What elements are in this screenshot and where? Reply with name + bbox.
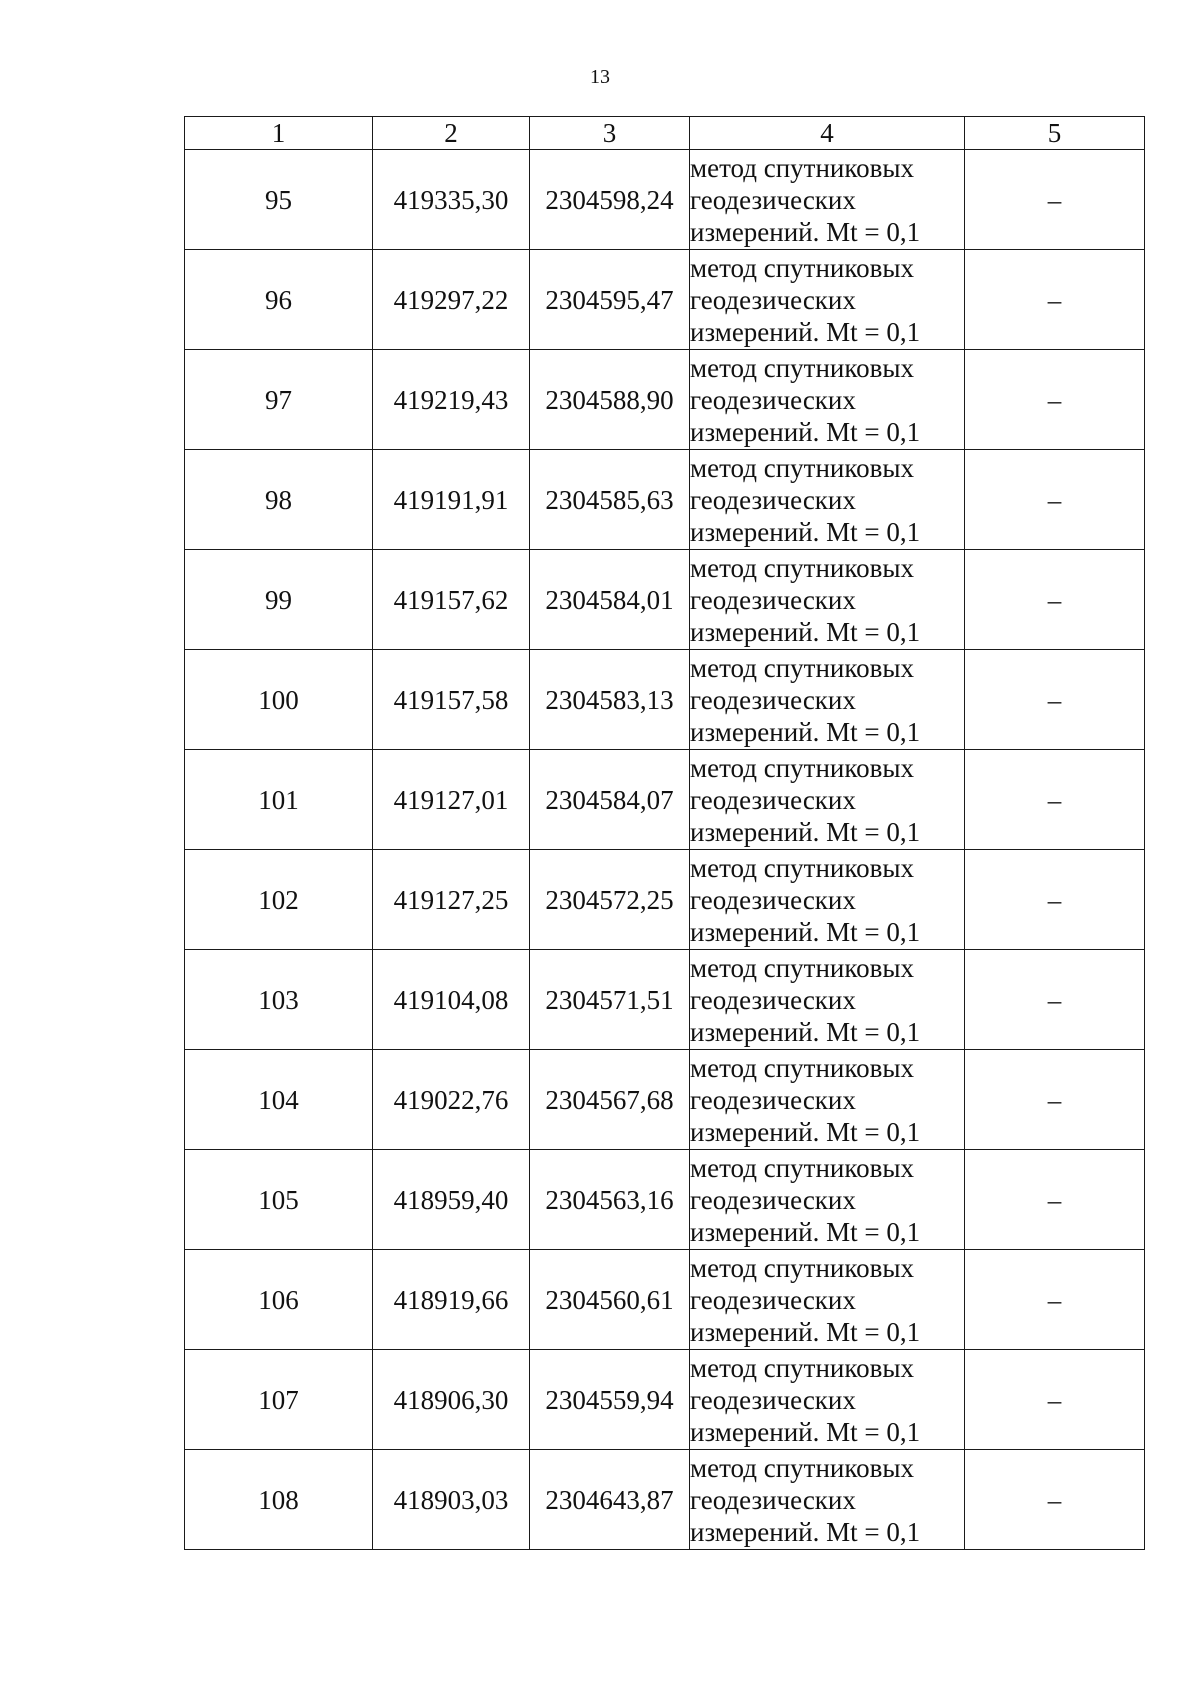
method-text-line: измерений. Mt = 0,1: [690, 716, 921, 747]
table-row: [185, 1250, 1145, 1350]
method-text-line: метод спутниковых: [690, 252, 914, 283]
point-number-cell: 95: [185, 150, 373, 250]
point-number-cell: 101: [185, 750, 373, 850]
description-cell: –: [965, 1250, 1145, 1350]
method-cell: [690, 450, 965, 550]
method-cell: [690, 1450, 965, 1550]
method-text-line: измерений. Mt = 0,1: [690, 816, 921, 847]
point-number-cell: 100: [185, 650, 373, 750]
x-coordinate-cell: 419219,43: [373, 350, 530, 450]
y-coordinate-cell: 2304643,87: [530, 1450, 690, 1550]
method-text-line: геодезических: [690, 484, 856, 515]
description-cell: –: [965, 650, 1145, 750]
point-number-cell: 104: [185, 1050, 373, 1150]
x-coordinate-cell: 419022,76: [373, 1050, 530, 1150]
description-cell: –: [965, 350, 1145, 450]
method-text-line: метод спутниковых: [690, 1252, 914, 1283]
method-text-line: метод спутниковых: [690, 352, 914, 383]
method-text-line: геодезических: [690, 784, 856, 815]
header-cell-4: 4: [690, 117, 965, 150]
y-coordinate-cell: 2304598,24: [530, 150, 690, 250]
method-text-line: измерений. Mt = 0,1: [690, 916, 921, 947]
y-coordinate-cell: 2304588,90: [530, 350, 690, 450]
method-text-line: геодезических: [690, 184, 856, 215]
header-cell-2: 2: [373, 117, 530, 150]
description-cell: –: [965, 450, 1145, 550]
point-number-cell: 106: [185, 1250, 373, 1350]
table-row: [185, 750, 1145, 850]
method-text-line: геодезических: [690, 1184, 856, 1215]
method-text-line: метод спутниковых: [690, 1352, 914, 1383]
method-text-line: метод спутниковых: [690, 1152, 914, 1183]
y-coordinate-cell: 2304572,25: [530, 850, 690, 950]
header-cell-5: 5: [965, 117, 1145, 150]
method-text-line: метод спутниковых: [690, 552, 914, 583]
table-row: [185, 450, 1145, 550]
y-coordinate-cell: 2304584,07: [530, 750, 690, 850]
point-number-cell: 96: [185, 250, 373, 350]
point-number-cell: 98: [185, 450, 373, 550]
header-row: [185, 117, 1145, 150]
table-row: [185, 1350, 1145, 1450]
method-text-line: измерений. Mt = 0,1: [690, 1116, 921, 1147]
header-cell-3: 3: [530, 117, 690, 150]
x-coordinate-cell: 419297,22: [373, 250, 530, 350]
description-cell: –: [965, 550, 1145, 650]
method-text-line: измерений. Mt = 0,1: [690, 616, 921, 647]
method-text-line: геодезических: [690, 1284, 856, 1315]
x-coordinate-cell: 418903,03: [373, 1450, 530, 1550]
table-row: [185, 150, 1145, 250]
point-number-cell: 103: [185, 950, 373, 1050]
method-text-line: метод спутниковых: [690, 852, 914, 883]
method-text-line: геодезических: [690, 684, 856, 715]
method-text-line: метод спутниковых: [690, 952, 914, 983]
y-coordinate-cell: 2304595,47: [530, 250, 690, 350]
y-coordinate-cell: 2304583,13: [530, 650, 690, 750]
point-number-cell: 97: [185, 350, 373, 450]
header-cell-1: 1: [185, 117, 373, 150]
method-text-line: геодезических: [690, 384, 856, 415]
method-cell: [690, 750, 965, 850]
table-row: [185, 950, 1145, 1050]
method-cell: [690, 250, 965, 350]
table-row: [185, 550, 1145, 650]
method-text-line: измерений. Mt = 0,1: [690, 416, 921, 447]
table-row: [185, 1450, 1145, 1550]
table-row: [185, 650, 1145, 750]
method-cell: [690, 1050, 965, 1150]
x-coordinate-cell: 419127,01: [373, 750, 530, 850]
x-coordinate-cell: 419191,91: [373, 450, 530, 550]
method-text-line: измерений. Mt = 0,1: [690, 216, 921, 247]
method-text-line: геодезических: [690, 1484, 856, 1515]
x-coordinate-cell: 419104,08: [373, 950, 530, 1050]
point-number-cell: 105: [185, 1150, 373, 1250]
table-row: [185, 350, 1145, 450]
method-text-line: метод спутниковых: [690, 652, 914, 683]
method-text-line: геодезических: [690, 984, 856, 1015]
method-cell: [690, 1350, 965, 1450]
x-coordinate-cell: 419335,30: [373, 150, 530, 250]
x-coordinate-cell: 419157,62: [373, 550, 530, 650]
description-cell: –: [965, 750, 1145, 850]
table-row: [185, 1150, 1145, 1250]
point-number-cell: 99: [185, 550, 373, 650]
description-cell: –: [965, 850, 1145, 950]
description-cell: –: [965, 250, 1145, 350]
point-number-cell: 102: [185, 850, 373, 950]
method-text-line: измерений. Mt = 0,1: [690, 316, 921, 347]
y-coordinate-cell: 2304560,61: [530, 1250, 690, 1350]
method-text-line: измерений. Mt = 0,1: [690, 1416, 921, 1447]
method-cell: [690, 850, 965, 950]
method-text-line: измерений. Mt = 0,1: [690, 1316, 921, 1347]
method-text-line: измерений. Mt = 0,1: [690, 1016, 921, 1047]
method-cell: [690, 150, 965, 250]
method-text-line: геодезических: [690, 284, 856, 315]
point-number-cell: 108: [185, 1450, 373, 1550]
method-cell: [690, 550, 965, 650]
method-text-line: геодезических: [690, 1384, 856, 1415]
x-coordinate-cell: 419127,25: [373, 850, 530, 950]
x-coordinate-cell: 418919,66: [373, 1250, 530, 1350]
method-cell: [690, 950, 965, 1050]
method-cell: [690, 1150, 965, 1250]
description-cell: –: [965, 1150, 1145, 1250]
coordinates-table: [184, 116, 1145, 1550]
method-cell: [690, 1250, 965, 1350]
table-body: [185, 150, 1145, 1550]
method-text-line: метод спутниковых: [690, 152, 914, 183]
method-text-line: метод спутниковых: [690, 1452, 914, 1483]
table-row: [185, 250, 1145, 350]
method-text-line: геодезических: [690, 884, 856, 915]
point-number-cell: 107: [185, 1350, 373, 1450]
y-coordinate-cell: 2304585,63: [530, 450, 690, 550]
method-text-line: измерений. Mt = 0,1: [690, 1516, 921, 1547]
method-text-line: измерений. Mt = 0,1: [690, 1216, 921, 1247]
y-coordinate-cell: 2304559,94: [530, 1350, 690, 1450]
description-cell: –: [965, 950, 1145, 1050]
page-number: 13: [590, 66, 610, 88]
method-text-line: геодезических: [690, 1084, 856, 1115]
table-row: [185, 850, 1145, 950]
method-text-line: измерений. Mt = 0,1: [690, 516, 921, 547]
y-coordinate-cell: 2304584,01: [530, 550, 690, 650]
x-coordinate-cell: 418906,30: [373, 1350, 530, 1450]
description-cell: –: [965, 1350, 1145, 1450]
method-text-line: метод спутниковых: [690, 752, 914, 783]
description-cell: –: [965, 1450, 1145, 1550]
x-coordinate-cell: 418959,40: [373, 1150, 530, 1250]
y-coordinate-cell: 2304563,16: [530, 1150, 690, 1250]
method-cell: [690, 650, 965, 750]
table-row: [185, 1050, 1145, 1150]
method-cell: [690, 350, 965, 450]
x-coordinate-cell: 419157,58: [373, 650, 530, 750]
y-coordinate-cell: 2304571,51: [530, 950, 690, 1050]
method-text-line: метод спутниковых: [690, 452, 914, 483]
y-coordinate-cell: 2304567,68: [530, 1050, 690, 1150]
description-cell: –: [965, 150, 1145, 250]
method-text-line: метод спутниковых: [690, 1052, 914, 1083]
method-text-line: геодезических: [690, 584, 856, 615]
description-cell: –: [965, 1050, 1145, 1150]
